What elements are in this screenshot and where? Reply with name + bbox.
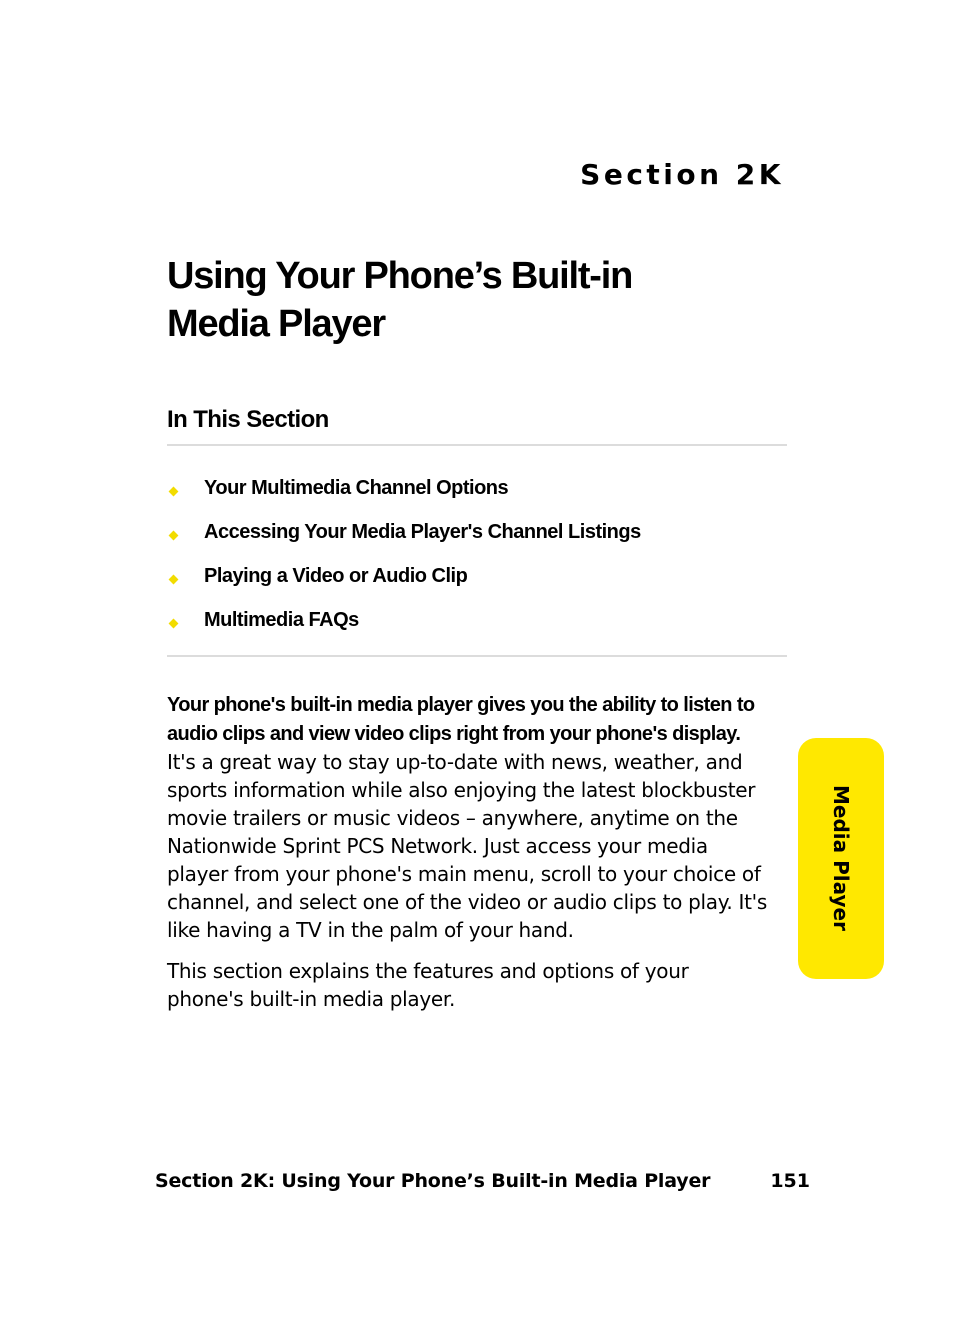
list-item <box>167 554 787 598</box>
page-title <box>167 252 787 348</box>
list-item <box>167 598 787 642</box>
page-title-line-2: Media Player <box>167 303 385 345</box>
diamond-bullet-icon <box>169 574 179 584</box>
intro-lead: Your phone's built-in media player gives you the ability to listen to audio clips and view video clips right from your phone's display. <box>167 694 755 745</box>
bottom-divider <box>167 655 787 657</box>
footer-title: Section 2K: Using Your Phone’s Built-in Media Player <box>155 1170 711 1192</box>
diamond-bullet-icon <box>169 530 179 540</box>
list-item-label: Your Multimedia Channel Options <box>204 476 509 499</box>
body-text <box>167 690 767 1026</box>
list-item-label: Playing a Video or Audio Clip <box>204 564 468 587</box>
page-title-line-1: Using Your Phone’s Built-in <box>167 255 633 297</box>
section-summary-paragraph: This section explains the features and options of your phone's built-in media player. <box>167 959 689 1011</box>
in-this-section-heading: In This Section <box>167 406 329 433</box>
intro-paragraph-text: It's a great way to stay up-to-date with news, weather, and sports information while also enjoying the latest blockbuster movie trailers or music videos – anywhere, anytime on the Nationwide Sprint PCS Network. Just access your media player from your phone's main menu, scroll to your choice of channel, and select one of the video or audio clips to play. It's like having a TV in the palm of your hand. <box>167 750 767 942</box>
list-item <box>167 466 787 510</box>
diamond-bullet-icon <box>169 618 179 628</box>
side-tab-label: Media Player <box>829 785 853 931</box>
list-item <box>167 510 787 554</box>
list-item-label: Accessing Your Media Player's Channel Listings <box>204 520 641 543</box>
diamond-bullet-icon <box>169 486 179 496</box>
page-number: 151 <box>770 1170 810 1192</box>
list-item-label: Multimedia FAQs <box>204 608 359 631</box>
side-tab <box>798 738 884 979</box>
section-contents-list <box>167 466 787 642</box>
top-divider <box>167 444 787 446</box>
section-label: Section 2K <box>580 158 784 191</box>
intro-paragraph <box>167 690 767 944</box>
